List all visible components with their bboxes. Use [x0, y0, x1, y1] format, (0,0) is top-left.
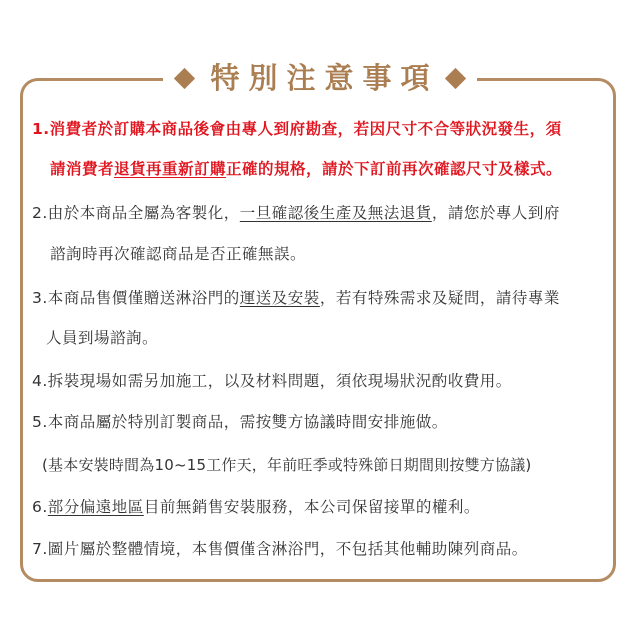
- note-3-line-1: 3.本商品售價僅贈送淋浴門的運送及安裝，若有特殊需求及疑問，請待專業: [32, 289, 560, 307]
- note-6: 6.部分偏遠地區目前無銷售安裝服務，本公司保留接單的權利。: [32, 498, 480, 516]
- note-1-underline: 退貨再重新訂購: [114, 160, 227, 178]
- diamond-right-icon: [444, 67, 465, 88]
- note-5: 5.本商品屬於特別訂製商品，需按雙方協議時間安排施做。: [32, 413, 448, 431]
- note-2-line-2: 諮詢時再次確認商品是否正確無誤。: [50, 245, 307, 263]
- note-3-line-2: 人員到場諮詢。: [46, 329, 159, 347]
- note-2-underline: 一旦確認後生產及無法退貨: [239, 204, 432, 222]
- note-6-underline: 部分偏遠地區: [47, 498, 144, 516]
- note-5-detail: (基本安裝時間為10~15工作天，年前旺季或特殊節日期間則按雙方協議): [42, 456, 532, 474]
- note-2-line-1: 2.由於本商品全屬為客製化，一旦確認後生產及無法退貨，請您於專人到府: [32, 204, 560, 222]
- note-7: 7.圖片屬於整體情境，本售價僅含淋浴門，不包括其他輔助陳列商品。: [32, 540, 528, 558]
- note-3-underline: 運送及安裝: [239, 289, 320, 307]
- notice-title: 特別注意事項: [210, 61, 439, 95]
- diamond-left-icon: [174, 67, 195, 88]
- notice-header: [0, 56, 640, 100]
- note-1-line-2: 請消費者退貨再重新訂購正確的規格，請於下訂前再次確認尺寸及樣式。: [50, 160, 563, 178]
- note-1-line-1: 1.消費者於訂購本商品後會由專人到府勘查，若因尺寸不合等狀況發生，須: [32, 120, 562, 138]
- note-4: 4.拆裝現場如需另加施工，以及材料問題，須依現場狀況酌收費用。: [32, 372, 512, 390]
